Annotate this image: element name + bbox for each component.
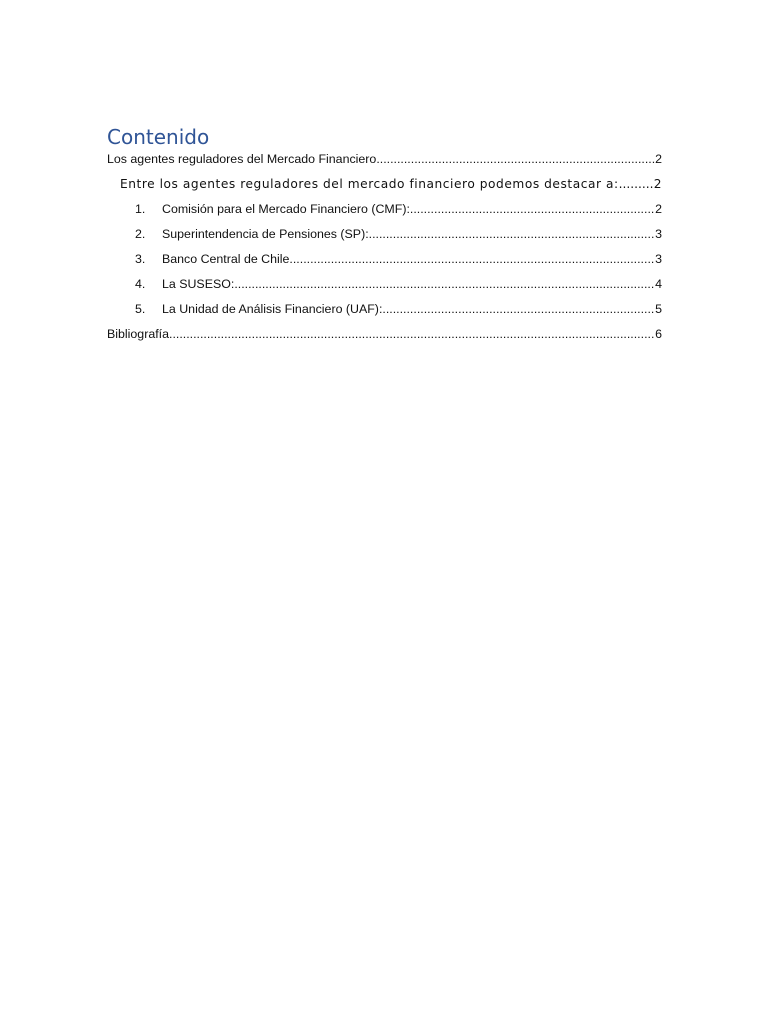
toc-entry-number: 1. — [135, 202, 146, 216]
toc-entry-destacar[interactable] — [107, 177, 662, 202]
toc-entry-label: La SUSESO: — [162, 277, 235, 291]
toc-title: Contenido — [107, 125, 210, 149]
toc-entry-label: Los agentes reguladores del Mercado Financiero — [107, 152, 377, 166]
toc-entry-number: 2. — [135, 227, 146, 241]
toc-entry-uaf[interactable] — [107, 302, 662, 327]
toc-entry-banco-central[interactable] — [107, 252, 662, 277]
toc-entry-label: Comisión para el Mercado Financiero (CMF): — [162, 202, 410, 216]
toc-page-number: 5 — [655, 302, 662, 316]
toc-entry-label: Entre los agentes reguladores del mercado financiero podemos destacar a: — [120, 177, 619, 191]
toc-leader-dots — [234, 277, 655, 291]
toc-leader-dots — [376, 152, 655, 166]
toc-page-number: 3 — [655, 252, 662, 266]
toc-entry-label: Superintendencia de Pensiones (SP): — [162, 227, 369, 241]
toc-page-number: 3 — [655, 227, 662, 241]
toc-entry-cmf[interactable] — [107, 202, 662, 227]
toc-entry-label: La Unidad de Análisis Financiero (UAF): — [162, 302, 383, 316]
toc-leader-dots — [619, 177, 654, 191]
toc-leader-dots — [410, 202, 655, 216]
toc-page-number: 4 — [655, 277, 662, 291]
toc-leader-dots — [369, 227, 655, 241]
toc-page-number: 2 — [655, 152, 662, 166]
toc-leader-dots — [289, 252, 655, 266]
toc-entry-bibliografia[interactable] — [107, 327, 662, 352]
toc-leader-dots — [169, 327, 655, 341]
toc-entry-suseso[interactable] — [107, 277, 662, 302]
table-of-contents — [107, 124, 662, 352]
toc-entry-agentes-reguladores[interactable] — [107, 152, 662, 177]
toc-entry-number: 5. — [135, 302, 146, 316]
toc-leader-dots — [382, 302, 655, 316]
toc-entry-label: Banco Central de Chile — [162, 252, 290, 266]
toc-entry-number: 3. — [135, 252, 146, 266]
toc-entry-number: 4. — [135, 277, 146, 291]
toc-entry-label: Bibliografía — [107, 327, 169, 341]
toc-page-number: 2 — [653, 177, 662, 191]
toc-page-number: 6 — [655, 327, 662, 341]
toc-entry-sp[interactable] — [107, 227, 662, 252]
toc-page-number: 2 — [655, 202, 662, 216]
